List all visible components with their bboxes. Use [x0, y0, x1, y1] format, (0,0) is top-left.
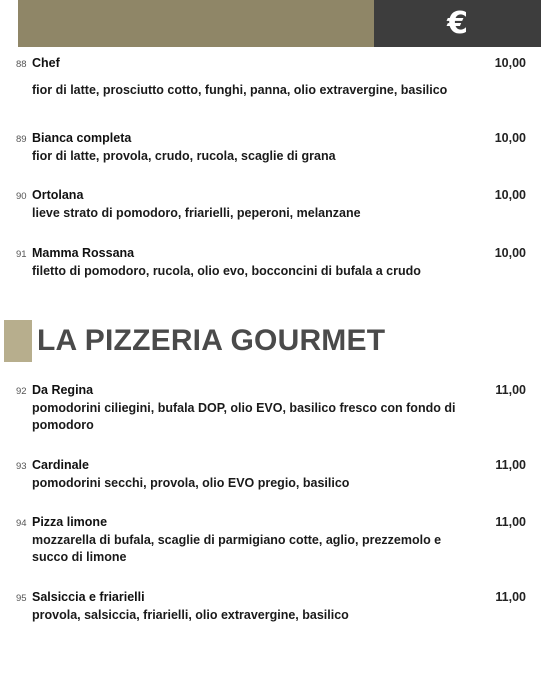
- item-description: pomodorini ciliegini, bufala DOP, olio EVO, basilico fresco con fondo di pomodoro: [32, 401, 456, 432]
- item-price: 11,00: [495, 458, 526, 472]
- item-number: 88: [16, 59, 27, 70]
- section-title: LA PIZZERIA GOURMET: [37, 324, 386, 357]
- item-number: 90: [16, 191, 27, 202]
- item-name: Chef: [32, 56, 60, 70]
- item-number: 89: [16, 134, 27, 145]
- item-name: Bianca completa: [32, 131, 132, 145]
- section-accent-bar: [4, 320, 32, 362]
- currency-block: [374, 0, 541, 47]
- item-number: 94: [16, 518, 27, 529]
- item-name: Ortolana: [32, 188, 84, 202]
- item-name: Da Regina: [32, 383, 94, 397]
- menu-item: [16, 246, 526, 280]
- item-price: 11,00: [495, 590, 526, 604]
- menu-item: [16, 458, 526, 492]
- menu-item: [16, 590, 526, 624]
- menu-item: [16, 383, 526, 434]
- menu-item: [16, 131, 526, 165]
- item-description: lieve strato di pomodoro, friarielli, peperoni, melanzane: [32, 206, 361, 220]
- header-olive-block: [18, 0, 374, 47]
- item-number: 93: [16, 461, 27, 472]
- item-description: mozzarella di bufala, scaglie di parmigiano cotte, aglio, prezzemolo e succo di limone: [32, 533, 442, 564]
- item-name: Salsiccia e friarielli: [32, 590, 145, 604]
- item-price: 11,00: [495, 515, 526, 529]
- item-price: 10,00: [494, 188, 526, 202]
- item-name: Pizza limone: [32, 515, 108, 529]
- item-price: 10,00: [494, 246, 526, 260]
- item-description: fior di latte, prosciutto cotto, funghi, panna, olio extravergine, basilico: [32, 83, 448, 97]
- item-price: 11,00: [495, 383, 526, 397]
- menu-item: [16, 515, 526, 566]
- item-name: Mamma Rossana: [32, 246, 135, 260]
- menu-item: [16, 188, 526, 222]
- item-price: 10,00: [494, 131, 526, 145]
- item-description: fior di latte, provola, crudo, rucola, scaglie di grana: [32, 149, 336, 163]
- item-description: filetto di pomodoro, rucola, olio evo, bocconcini di bufala a crudo: [32, 264, 421, 278]
- item-number: 91: [16, 249, 27, 260]
- item-description: provola, salsiccia, friarielli, olio extravergine, basilico: [32, 608, 349, 622]
- menu-item: [16, 56, 526, 99]
- item-number: 95: [16, 593, 27, 604]
- item-price: 10,00: [494, 56, 526, 70]
- header-bar: [18, 0, 541, 47]
- item-description: pomodorini secchi, provola, olio EVO pregio, basilico: [32, 476, 350, 490]
- section-heading: [0, 320, 385, 362]
- item-number: 92: [16, 386, 27, 397]
- euro-icon: €: [447, 5, 468, 41]
- item-name: Cardinale: [32, 458, 89, 472]
